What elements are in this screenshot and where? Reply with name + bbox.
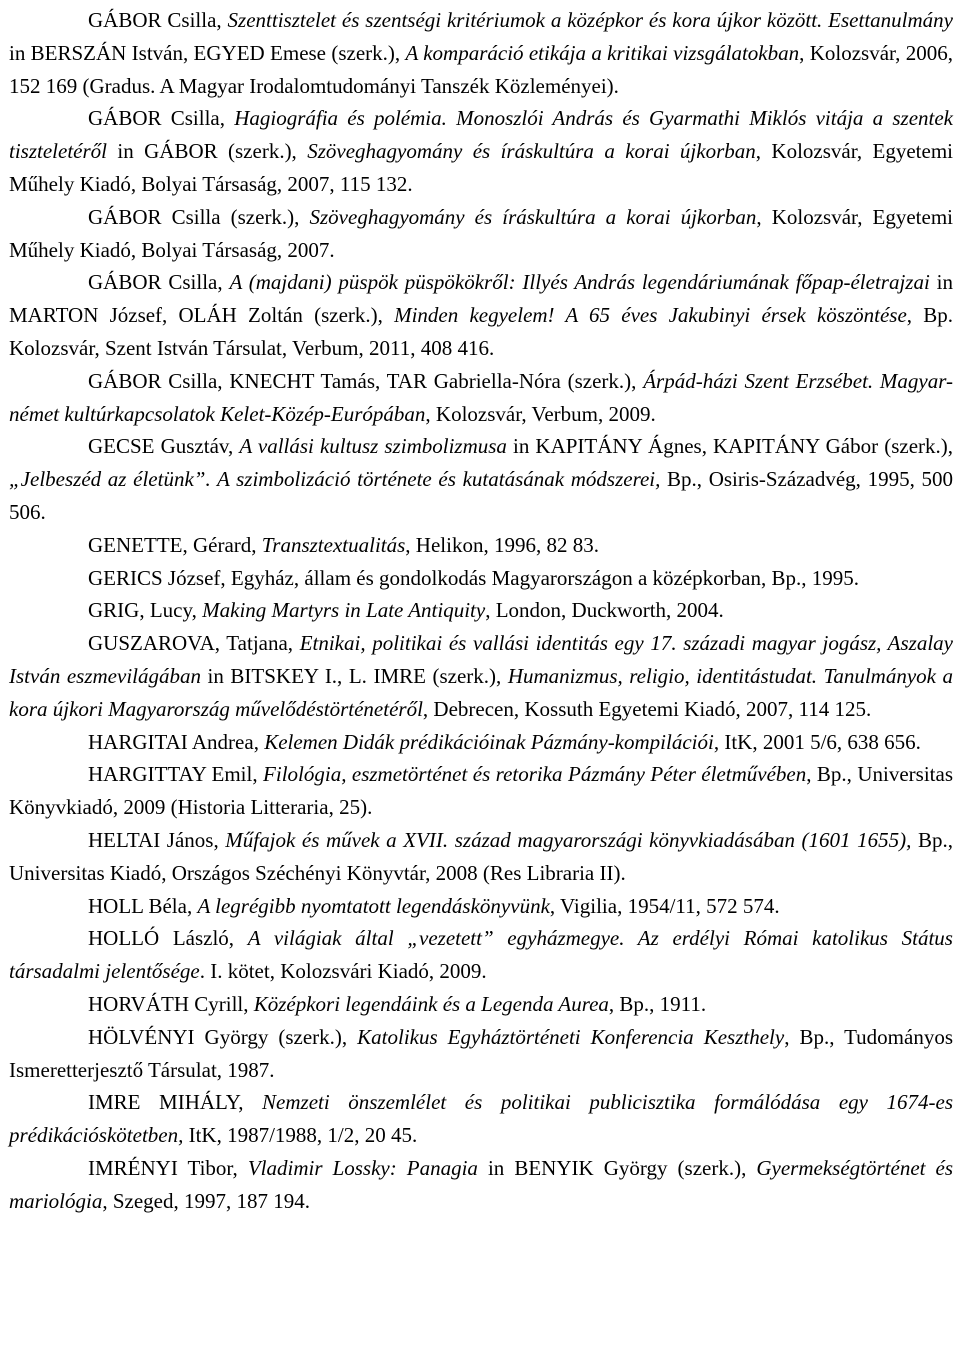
entry-text: IMRÉNYI Tibor, — [88, 1155, 248, 1180]
entry-text: , Kolozsvár, Verbum, 2009. — [425, 401, 656, 426]
entry-title-text: Humanizmus, religio, identitástudat. Tanulmányok a kora újkori Magyarország művelődéstörténetéről — [9, 663, 953, 721]
entry-text: GECSE Gusztáv, — [88, 434, 240, 459]
entry-text: in BERSZÁN István, EGYED Emese (szerk.), — [9, 40, 406, 65]
entry-title-text: Hagiográfia és polémia. Monoszlói András és Gyarmathi Miklós vitája a szentek tiszteletéről — [9, 106, 953, 164]
entry-title-text: Making Martyrs in Late Antiquity — [202, 598, 486, 623]
entry-text: in MARTON József, OLÁH Zoltán (szerk.), — [9, 270, 954, 328]
entry-text: HOLL Béla, — [88, 893, 198, 918]
bibliography-entry — [9, 102, 953, 200]
entry-text: , Helikon, 1996, 82 83. — [405, 532, 599, 557]
bibliography-entry — [9, 890, 953, 923]
entry-text: , Bp., Tudományos Ismeretterjesztő Társulat, 1987. — [9, 1024, 954, 1082]
entry-text: IMRE MIHÁLY, — [88, 1090, 263, 1115]
entry-title-text: Szöveghagyomány és íráskultúra a korai újkorban — [309, 204, 757, 229]
entry-text: in BITSKEY I., L. IMRE (szerk.), — [201, 663, 508, 688]
bibliography-entry — [9, 562, 953, 595]
entry-text: in KAPITÁNY Ágnes, KAPITÁNY Gábor (szerk.), — [506, 434, 953, 459]
entry-title-text: A (majdani) püspök püspökökről: Illyés András legendáriumának főpap-életrajzai — [229, 270, 930, 295]
entry-text: , Bp., Universitas Könyvkiadó, 2009 (Historia Litteraria, 25). — [9, 762, 954, 820]
entry-title-text: A legrégibb nyomtatott legendáskönyvünk — [197, 893, 550, 918]
entry-text: , Kolozsvár, Egyetemi Műhely Kiadó, Bolyai Társaság, 2007, 115 132. — [9, 139, 953, 196]
entry-text: Bp., Universitas Kiadó, Országos Széchényi Könyvtár, 2008 (Res Libraria II). — [9, 827, 953, 885]
entry-title-text: Szöveghagyomány és íráskultúra a korai újkorban — [307, 139, 756, 164]
entry-text: in BENYIK György (szerk.), — [477, 1155, 757, 1180]
entry-title-text: Etnikai, politikai és vallási identitás egy 17. századi magyar jogász, Aszalay István eszmevilágában — [9, 631, 953, 688]
entry-text: GÁBOR Csilla, — [88, 106, 235, 131]
entry-text: GÁBOR Csilla (szerk.), — [88, 204, 310, 229]
bibliography-entry — [9, 1021, 953, 1087]
bibliography-entry — [9, 758, 953, 824]
bibliography-entry — [9, 726, 953, 759]
entry-title-text: Filológia, eszmetörténet és retorika Pázmány Péter életművében — [263, 762, 807, 787]
bibliography-entry — [9, 594, 953, 627]
bibliography-entry — [9, 824, 953, 890]
bibliography-entry — [9, 988, 953, 1021]
entry-text: GÁBOR Csilla, — [88, 8, 228, 32]
entry-title-text: A világiak által „vezetett” egyházmegye. Az erdélyi Római katolikus Státus társadalmi jelentősége — [9, 926, 953, 984]
entry-text: GÁBOR Csilla, KNECHT Tamás, TAR Gabriella-Nóra (szerk.), — [88, 368, 644, 393]
bibliography-entry — [9, 922, 953, 988]
entry-text: , Szeged, 1997, 187 194. — [102, 1188, 310, 1213]
bibliography-entry — [9, 1086, 953, 1152]
bibliography-page — [9, 4, 953, 1217]
entry-title-text: Nemzeti önszemlélet és politikai publicisztika formálódása egy 1674-es prédikációskötetben, — [9, 1090, 953, 1148]
entry-title-text: Katolikus Egyháztörténeti Konferencia Keszthely — [357, 1024, 785, 1049]
entry-title-text: Szenttisztelet és szentségi kritériumok a középkor és kora újkor között. Esettanulmány — [227, 8, 953, 32]
entry-title-text: Árpád-házi Szent Erzsébet. Magyar-német kultúrkapcsolatok Kelet-Közép-Európában — [9, 368, 953, 426]
entry-title-text: Középkori legendáink és a Legenda Aurea — [253, 991, 609, 1016]
entry-text: . I. kötet, Kolozsvári Kiadó, 2009. — [199, 959, 487, 984]
entry-text: , London, Duckworth, 2004. — [485, 598, 724, 623]
entry-title-text: Gyermekségtörténet és mariológia — [9, 1155, 954, 1213]
bibliography-entry — [9, 1152, 953, 1218]
bibliography-entry — [9, 266, 953, 364]
entry-text: , Bp. Kolozsvár, Szent István Társulat, Verbum, 2011, 408 416. — [9, 303, 953, 360]
bibliography-entry — [9, 529, 953, 562]
entry-text: , Bp., 1911. — [608, 991, 707, 1016]
bibliography-entry — [9, 430, 953, 528]
entry-text: HARGITAI Andrea, — [88, 729, 265, 754]
entry-title-text: A vallási kultusz szimbolizmusa — [239, 434, 507, 459]
entry-text: HORVÁTH Cyrill, — [88, 991, 254, 1016]
bibliography-list — [9, 4, 953, 1217]
bibliography-entry — [9, 201, 953, 267]
entry-text: GÁBOR Csilla, — [88, 270, 230, 295]
entry-title-text: Kelemen Didák prédikációinak Pázmány-kompilációi — [264, 729, 714, 754]
entry-title-text: Műfajok és művek a XVII. század magyarországi könyvkiadásában (1601 1655), — [225, 827, 912, 852]
entry-text: GUSZAROVA, Tatjana, — [88, 631, 300, 656]
entry-text: ItK, 1987/1988, 1/2, 20 45. — [183, 1123, 418, 1148]
entry-text: HARGITTAY Emil, — [88, 762, 264, 787]
entry-text: , ItK, 2001 5/6, 638 656. — [713, 729, 921, 754]
entry-text: HOLLÓ László, — [88, 926, 248, 951]
entry-title-text: A komparáció etikája a kritikai vizsgálatokban — [405, 40, 800, 65]
bibliography-entry — [9, 365, 953, 431]
entry-title-text: Transztextualitás — [261, 532, 406, 557]
entry-text: GRIG, Lucy, — [88, 598, 203, 623]
entry-text: GERICS József, Egyház, állam és gondolkodás Magyarországon a középkorban, Bp., 1995. — [88, 565, 859, 590]
entry-text: , Vigilia, 1954/11, 572 574. — [549, 893, 780, 918]
entry-text: Bp., Osiris-Századvég, 1995, 500 506. — [9, 467, 953, 524]
entry-text: , Kolozsvár, Egyetemi Műhely Kiadó, Bolyai Társaság, 2007. — [9, 204, 953, 262]
entry-text: , Debrecen, Kossuth Egyetemi Kiadó, 2007, 114 125. — [422, 696, 872, 721]
entry-text: HÖLVÉNYI György (szerk.), — [88, 1024, 358, 1049]
entry-text: , Kolozsvár, 2006, 152 169 (Gradus. A Magyar Irodalomtudományi Tanszék Közleményei). — [9, 40, 953, 98]
entry-text: HELTAI János, — [88, 827, 226, 852]
bibliography-entry — [9, 627, 953, 725]
entry-title-text: „Jelbeszéd az életünk”. A szimbolizáció története és kutatásának módszerei, — [9, 467, 661, 492]
bibliography-entry — [9, 4, 953, 102]
entry-text: in GÁBOR (szerk.), — [107, 139, 308, 164]
entry-title-text: Minden kegyelem! A 65 éves Jakubinyi érsek köszöntése — [394, 303, 907, 328]
entry-title-text: Vladimir Lossky: Panagia — [247, 1155, 478, 1180]
entry-text: GENETTE, Gérard, — [88, 532, 262, 557]
